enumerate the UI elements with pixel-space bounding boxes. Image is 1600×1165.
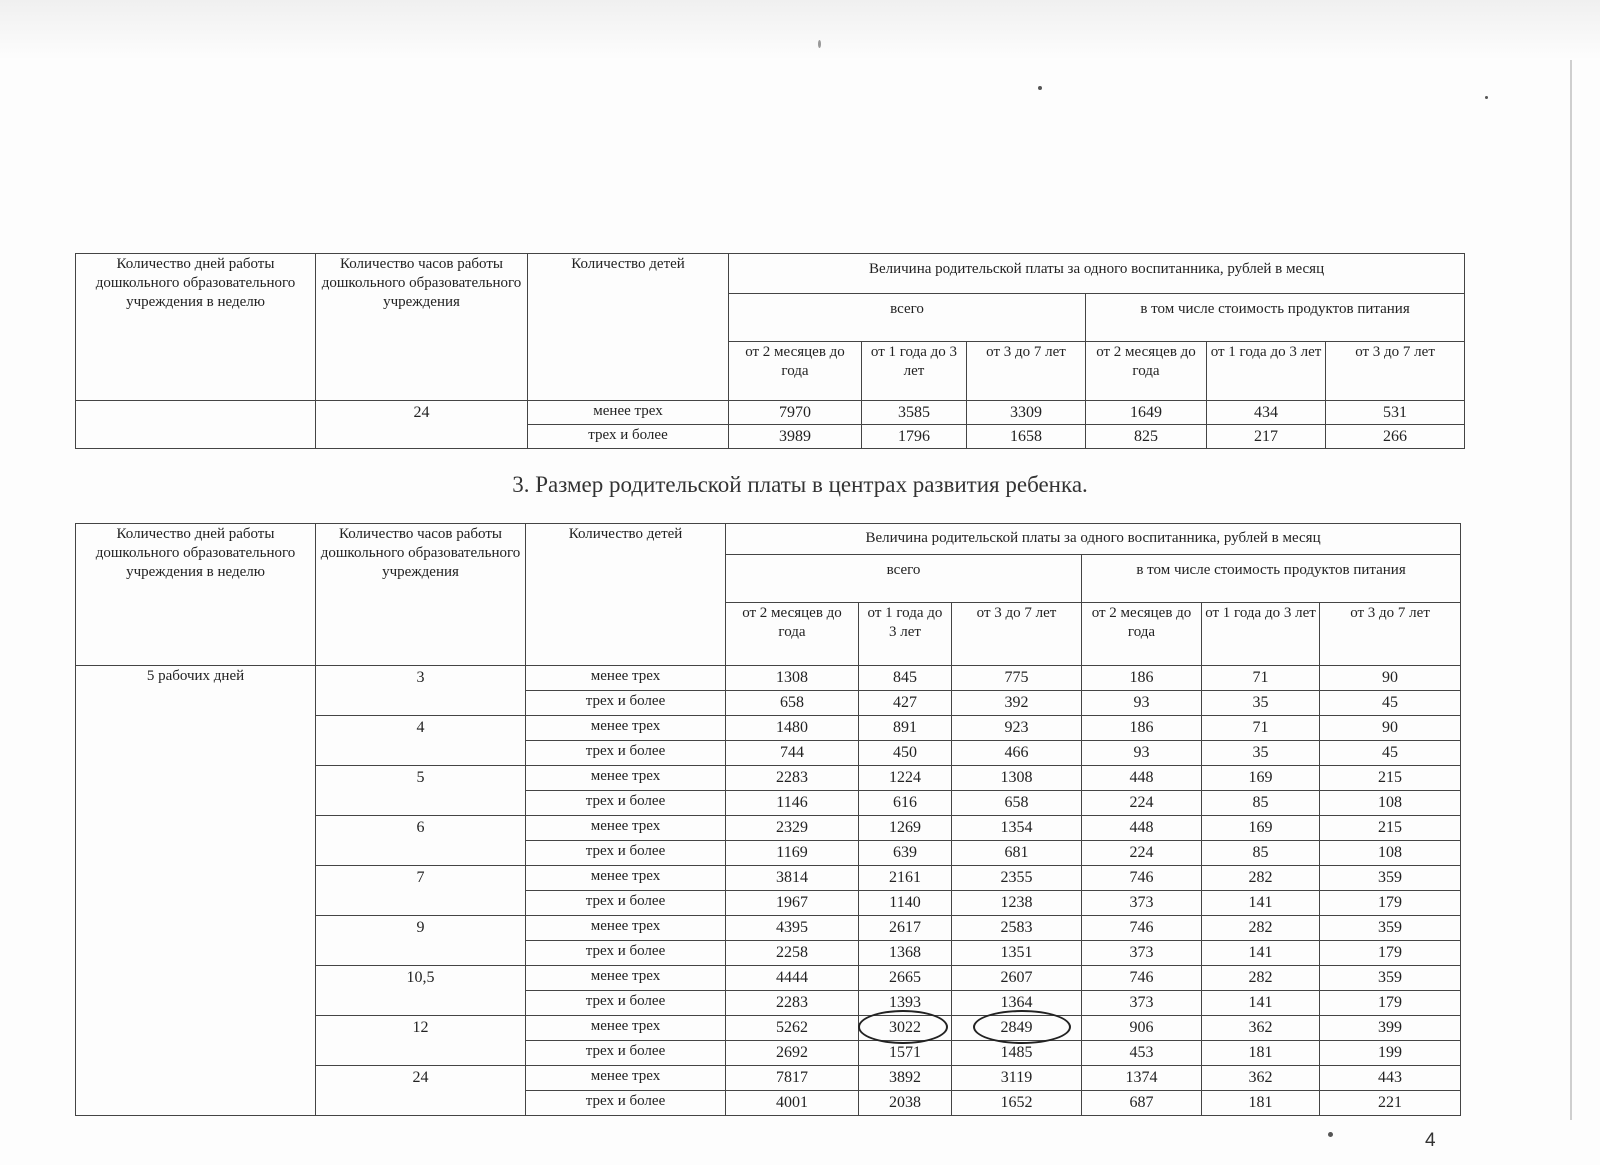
value-cell: 71 — [1202, 716, 1320, 741]
value-cell: 266 — [1326, 425, 1465, 449]
value-cell: 169 — [1202, 766, 1320, 791]
header-fee: Величина родительской платы за одного воспитанника, рублей в месяц — [729, 254, 1465, 294]
hours-cell: 4 — [316, 716, 526, 766]
scan-speck — [1328, 1132, 1333, 1137]
value-cell: 658 — [726, 691, 859, 716]
value-cell: 7970 — [729, 401, 862, 425]
value-cell: 466 — [952, 741, 1082, 766]
value-cell: 2607 — [952, 966, 1082, 991]
value-cell: 845 — [859, 666, 952, 691]
children-cell: трех и более — [526, 1041, 726, 1066]
table-row — [76, 666, 1461, 691]
value-cell: 1485 — [952, 1041, 1082, 1066]
scan-speck — [818, 40, 821, 48]
header-age-2: от 1 года до 3 лет — [859, 603, 952, 666]
days-cell: 5 рабочих дней — [76, 666, 316, 1116]
value-cell: 1308 — [952, 766, 1082, 791]
value-cell: 453 — [1082, 1041, 1202, 1066]
header-total: всего — [726, 555, 1082, 603]
header-food-age-1: от 2 месяцев до года — [1086, 342, 1207, 401]
page-number: 4 — [1425, 1130, 1436, 1151]
value-cell: 3119 — [952, 1066, 1082, 1091]
value-cell: 1364 — [952, 991, 1082, 1016]
value-cell: 179 — [1320, 991, 1461, 1016]
hours-cell: 12 — [316, 1016, 526, 1066]
value-cell: 1351 — [952, 941, 1082, 966]
header-age-2: от 1 года до 3 лет — [862, 342, 967, 401]
value-cell: 215 — [1320, 816, 1461, 841]
children-cell: трех и более — [526, 1091, 726, 1116]
value-cell: 85 — [1202, 791, 1320, 816]
value-cell: 434 — [1207, 401, 1326, 425]
value-cell: 90 — [1320, 666, 1461, 691]
value-cell: 373 — [1082, 941, 1202, 966]
header-total: всего — [729, 294, 1086, 342]
value-cell: 181 — [1202, 1091, 1320, 1116]
value-cell: 399 — [1320, 1016, 1461, 1041]
children-cell: трех и более — [526, 891, 726, 916]
value-cell: 362 — [1202, 1066, 1320, 1091]
value-cell: 2692 — [726, 1041, 859, 1066]
children-cell: менее трех — [528, 401, 729, 425]
children-cell: трех и более — [526, 991, 726, 1016]
header-food-age-1: от 2 месяцев до года — [1082, 603, 1202, 666]
value-cell: 1658 — [967, 425, 1086, 449]
value-cell: 1571 — [859, 1041, 952, 1066]
header-food: в том числе стоимость продуктов питания — [1086, 294, 1465, 342]
value-cell: 923 — [952, 716, 1082, 741]
value-cell: 181 — [1202, 1041, 1320, 1066]
handwritten-circle — [858, 1010, 948, 1044]
value-cell: 2355 — [952, 866, 1082, 891]
children-cell: трех и более — [526, 841, 726, 866]
value-cell: 2283 — [726, 766, 859, 791]
header-food: в том числе стоимость продуктов питания — [1082, 555, 1461, 603]
value-cell: 2617 — [859, 916, 952, 941]
value-cell: 1652 — [952, 1091, 1082, 1116]
value-cell: 744 — [726, 741, 859, 766]
value-cell: 746 — [1082, 966, 1202, 991]
value-cell: 681 — [952, 841, 1082, 866]
children-cell: трех и более — [526, 941, 726, 966]
value-cell: 427 — [859, 691, 952, 716]
value-cell: 93 — [1082, 741, 1202, 766]
hours-cell: 24 — [316, 1066, 526, 1116]
value-cell: 448 — [1082, 816, 1202, 841]
value-cell: 359 — [1320, 916, 1461, 941]
value-cell: 359 — [1320, 866, 1461, 891]
value-cell: 1224 — [859, 766, 952, 791]
hours-cell: 3 — [316, 666, 526, 716]
value-cell: 179 — [1320, 891, 1461, 916]
value-cell: 3022 — [859, 1016, 952, 1041]
header-food-age-3: от 3 до 7 лет — [1320, 603, 1461, 666]
value-cell: 658 — [952, 791, 1082, 816]
value-cell: 1649 — [1086, 401, 1207, 425]
value-cell: 3989 — [729, 425, 862, 449]
value-cell: 2038 — [859, 1091, 952, 1116]
value-cell: 687 — [1082, 1091, 1202, 1116]
value-cell: 108 — [1320, 791, 1461, 816]
header-food-age-2: от 1 года до 3 лет — [1207, 342, 1326, 401]
value-cell: 775 — [952, 666, 1082, 691]
handwritten-circle — [973, 1010, 1071, 1044]
fee-table-1 — [75, 253, 1465, 449]
scan-shade — [0, 0, 1600, 60]
hours-cell: 5 — [316, 766, 526, 816]
value-cell: 1393 — [859, 991, 952, 1016]
value-cell: 1238 — [952, 891, 1082, 916]
children-cell: трех и более — [526, 741, 726, 766]
value-cell: 373 — [1082, 891, 1202, 916]
value-cell: 141 — [1202, 991, 1320, 1016]
children-cell: менее трех — [526, 966, 726, 991]
value-cell: 224 — [1082, 841, 1202, 866]
value-cell: 1368 — [859, 941, 952, 966]
value-cell: 93 — [1082, 691, 1202, 716]
value-cell: 186 — [1082, 716, 1202, 741]
value-cell: 169 — [1202, 816, 1320, 841]
value-cell: 85 — [1202, 841, 1320, 866]
header-fee: Величина родительской платы за одного воспитанника, рублей в месяц — [726, 524, 1461, 555]
header-age-3: от 3 до 7 лет — [967, 342, 1086, 401]
header-days: Количество дней работы дошкольного образовательного учреждения в неделю — [76, 524, 316, 666]
children-cell: менее трех — [526, 666, 726, 691]
value-cell: 1269 — [859, 816, 952, 841]
value-cell: 45 — [1320, 741, 1461, 766]
value-cell: 5262 — [726, 1016, 859, 1041]
value-cell: 3814 — [726, 866, 859, 891]
value-cell: 362 — [1202, 1016, 1320, 1041]
value-cell: 7817 — [726, 1066, 859, 1091]
header-hours: Количество часов работы дошкольного образовательного учреждения — [316, 524, 526, 666]
header-food-age-3: от 3 до 7 лет — [1326, 342, 1465, 401]
header-age-1: от 2 месяцев до года — [726, 603, 859, 666]
value-cell: 282 — [1202, 866, 1320, 891]
fee-table-2 — [75, 523, 1461, 1116]
value-cell: 141 — [1202, 891, 1320, 916]
value-cell: 1169 — [726, 841, 859, 866]
value-cell: 1354 — [952, 816, 1082, 841]
scan-speck — [1485, 96, 1488, 99]
children-cell: менее трех — [526, 866, 726, 891]
value-cell: 359 — [1320, 966, 1461, 991]
hours-cell: 6 — [316, 816, 526, 866]
value-cell: 746 — [1082, 916, 1202, 941]
value-cell: 71 — [1202, 666, 1320, 691]
value-cell: 221 — [1320, 1091, 1461, 1116]
value-cell: 2329 — [726, 816, 859, 841]
hours-cell: 9 — [316, 916, 526, 966]
value-cell: 639 — [859, 841, 952, 866]
value-cell: 179 — [1320, 941, 1461, 966]
value-cell: 215 — [1320, 766, 1461, 791]
value-cell: 3585 — [862, 401, 967, 425]
value-cell: 531 — [1326, 401, 1465, 425]
children-cell: менее трех — [526, 816, 726, 841]
value-cell: 2583 — [952, 916, 1082, 941]
hours-cell: 10,5 — [316, 966, 526, 1016]
header-age-3: от 3 до 7 лет — [952, 603, 1082, 666]
value-cell: 4444 — [726, 966, 859, 991]
value-cell: 373 — [1082, 991, 1202, 1016]
value-cell: 2283 — [726, 991, 859, 1016]
value-cell: 450 — [859, 741, 952, 766]
value-cell: 2849 — [952, 1016, 1082, 1041]
children-cell: менее трех — [526, 1016, 726, 1041]
value-cell: 3892 — [859, 1066, 952, 1091]
value-cell: 35 — [1202, 741, 1320, 766]
value-cell: 1967 — [726, 891, 859, 916]
scan-speck — [1038, 86, 1042, 90]
value-cell: 3309 — [967, 401, 1086, 425]
value-cell: 448 — [1082, 766, 1202, 791]
value-cell: 825 — [1086, 425, 1207, 449]
value-cell: 4001 — [726, 1091, 859, 1116]
value-cell: 2665 — [859, 966, 952, 991]
section-title: 3. Размер родительской платы в центрах развития ребенка. — [512, 472, 1088, 497]
children-cell: менее трех — [526, 1066, 726, 1091]
value-cell: 891 — [859, 716, 952, 741]
value-cell: 35 — [1202, 691, 1320, 716]
value-cell: 141 — [1202, 941, 1320, 966]
value-cell: 392 — [952, 691, 1082, 716]
children-cell: менее трех — [526, 766, 726, 791]
value-cell: 2161 — [859, 866, 952, 891]
header-children: Количество детей — [528, 254, 729, 401]
hours-cell: 24 — [316, 401, 528, 449]
hours-cell: 7 — [316, 866, 526, 916]
value-cell: 224 — [1082, 791, 1202, 816]
value-cell: 217 — [1207, 425, 1326, 449]
children-cell: менее трех — [526, 716, 726, 741]
value-cell: 1796 — [862, 425, 967, 449]
value-cell: 746 — [1082, 866, 1202, 891]
value-cell: 90 — [1320, 716, 1461, 741]
value-cell: 4395 — [726, 916, 859, 941]
children-cell: трех и более — [526, 691, 726, 716]
value-cell: 906 — [1082, 1016, 1202, 1041]
value-cell: 616 — [859, 791, 952, 816]
value-cell: 1480 — [726, 716, 859, 741]
header-age-1: от 2 месяцев до года — [729, 342, 862, 401]
value-cell: 2258 — [726, 941, 859, 966]
value-cell: 282 — [1202, 916, 1320, 941]
header-days: Количество дней работы дошкольного образовательного учреждения в неделю — [76, 254, 316, 401]
children-cell: трех и более — [526, 791, 726, 816]
page-edge — [1570, 60, 1572, 1120]
header-hours: Количество часов работы дошкольного образовательного учреждения — [316, 254, 528, 401]
value-cell: 186 — [1082, 666, 1202, 691]
children-cell: менее трех — [526, 916, 726, 941]
value-cell: 1374 — [1082, 1066, 1202, 1091]
days-cell — [76, 401, 316, 449]
children-cell: трех и более — [528, 425, 729, 449]
value-cell: 1146 — [726, 791, 859, 816]
value-cell: 1140 — [859, 891, 952, 916]
value-cell: 443 — [1320, 1066, 1461, 1091]
value-cell: 1308 — [726, 666, 859, 691]
value-cell: 199 — [1320, 1041, 1461, 1066]
value-cell: 282 — [1202, 966, 1320, 991]
header-food-age-2: от 1 года до 3 лет — [1202, 603, 1320, 666]
header-children: Количество детей — [526, 524, 726, 666]
value-cell: 45 — [1320, 691, 1461, 716]
value-cell: 108 — [1320, 841, 1461, 866]
